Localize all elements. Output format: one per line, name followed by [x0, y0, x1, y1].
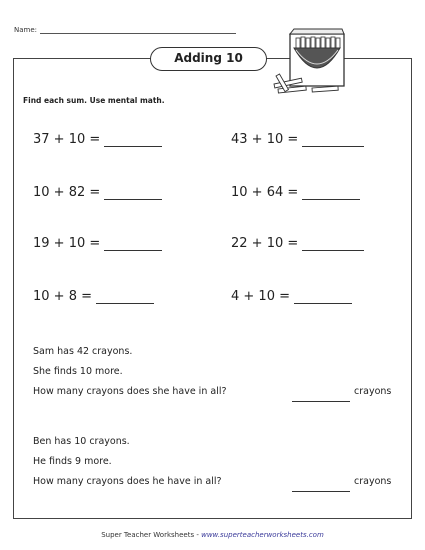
- answer-blank[interactable]: [292, 481, 350, 492]
- problem-8: [231, 289, 352, 304]
- problem-1: [33, 132, 162, 147]
- story-question: How many crayons does she have in all?: [33, 386, 227, 397]
- footer-brand: Super Teacher Worksheets: [101, 531, 195, 539]
- story-line: Ben has 10 crayons.: [33, 436, 130, 447]
- word-problem-2: [33, 432, 405, 494]
- problem-7: [33, 289, 154, 304]
- problem-expr: 4 + 10 =: [231, 289, 290, 304]
- problem-3: [33, 185, 162, 200]
- answer-blank[interactable]: [104, 237, 162, 251]
- answer-blank[interactable]: [104, 186, 162, 200]
- instructions: Find each sum. Use mental math.: [23, 96, 165, 105]
- name-label: Name:: [14, 26, 38, 34]
- answer-blank[interactable]: [302, 133, 364, 147]
- answer-blank[interactable]: [292, 391, 350, 402]
- problem-4: [231, 185, 360, 200]
- problem-2: [231, 132, 364, 147]
- footer-separator: -: [194, 531, 202, 539]
- worksheet-title: Adding 10: [150, 47, 267, 71]
- story-line: Sam has 42 crayons.: [33, 346, 133, 357]
- answer-unit: crayons: [354, 386, 392, 397]
- problem-expr: 10 + 8 =: [33, 289, 92, 304]
- problem-6: [231, 236, 364, 251]
- problem-expr: 10 + 64 =: [231, 185, 299, 200]
- problem-expr: 22 + 10 =: [231, 236, 299, 251]
- name-row: [14, 26, 236, 34]
- problem-expr: 10 + 82 =: [33, 185, 101, 200]
- story-question: How many crayons does he have in all?: [33, 476, 222, 487]
- story-line: She finds 10 more.: [33, 366, 123, 377]
- answer-unit: crayons: [354, 476, 392, 487]
- answer-blank[interactable]: [96, 290, 154, 304]
- answer-blank[interactable]: [302, 186, 360, 200]
- story-answer: [292, 382, 391, 402]
- problem-expr: 43 + 10 =: [231, 132, 299, 147]
- answer-blank[interactable]: [294, 290, 352, 304]
- story-answer: [292, 472, 391, 492]
- problem-expr: 19 + 10 =: [33, 236, 101, 251]
- footer-url[interactable]: www.superteacherworksheets.com: [201, 531, 324, 539]
- crayon-box-icon: [272, 26, 352, 98]
- name-line[interactable]: [40, 26, 236, 34]
- answer-blank[interactable]: [104, 133, 162, 147]
- word-problem-1: [33, 342, 405, 404]
- footer: [0, 531, 425, 539]
- problem-expr: 37 + 10 =: [33, 132, 101, 147]
- answer-blank[interactable]: [302, 237, 364, 251]
- problem-5: [33, 236, 162, 251]
- story-line: He finds 9 more.: [33, 456, 112, 467]
